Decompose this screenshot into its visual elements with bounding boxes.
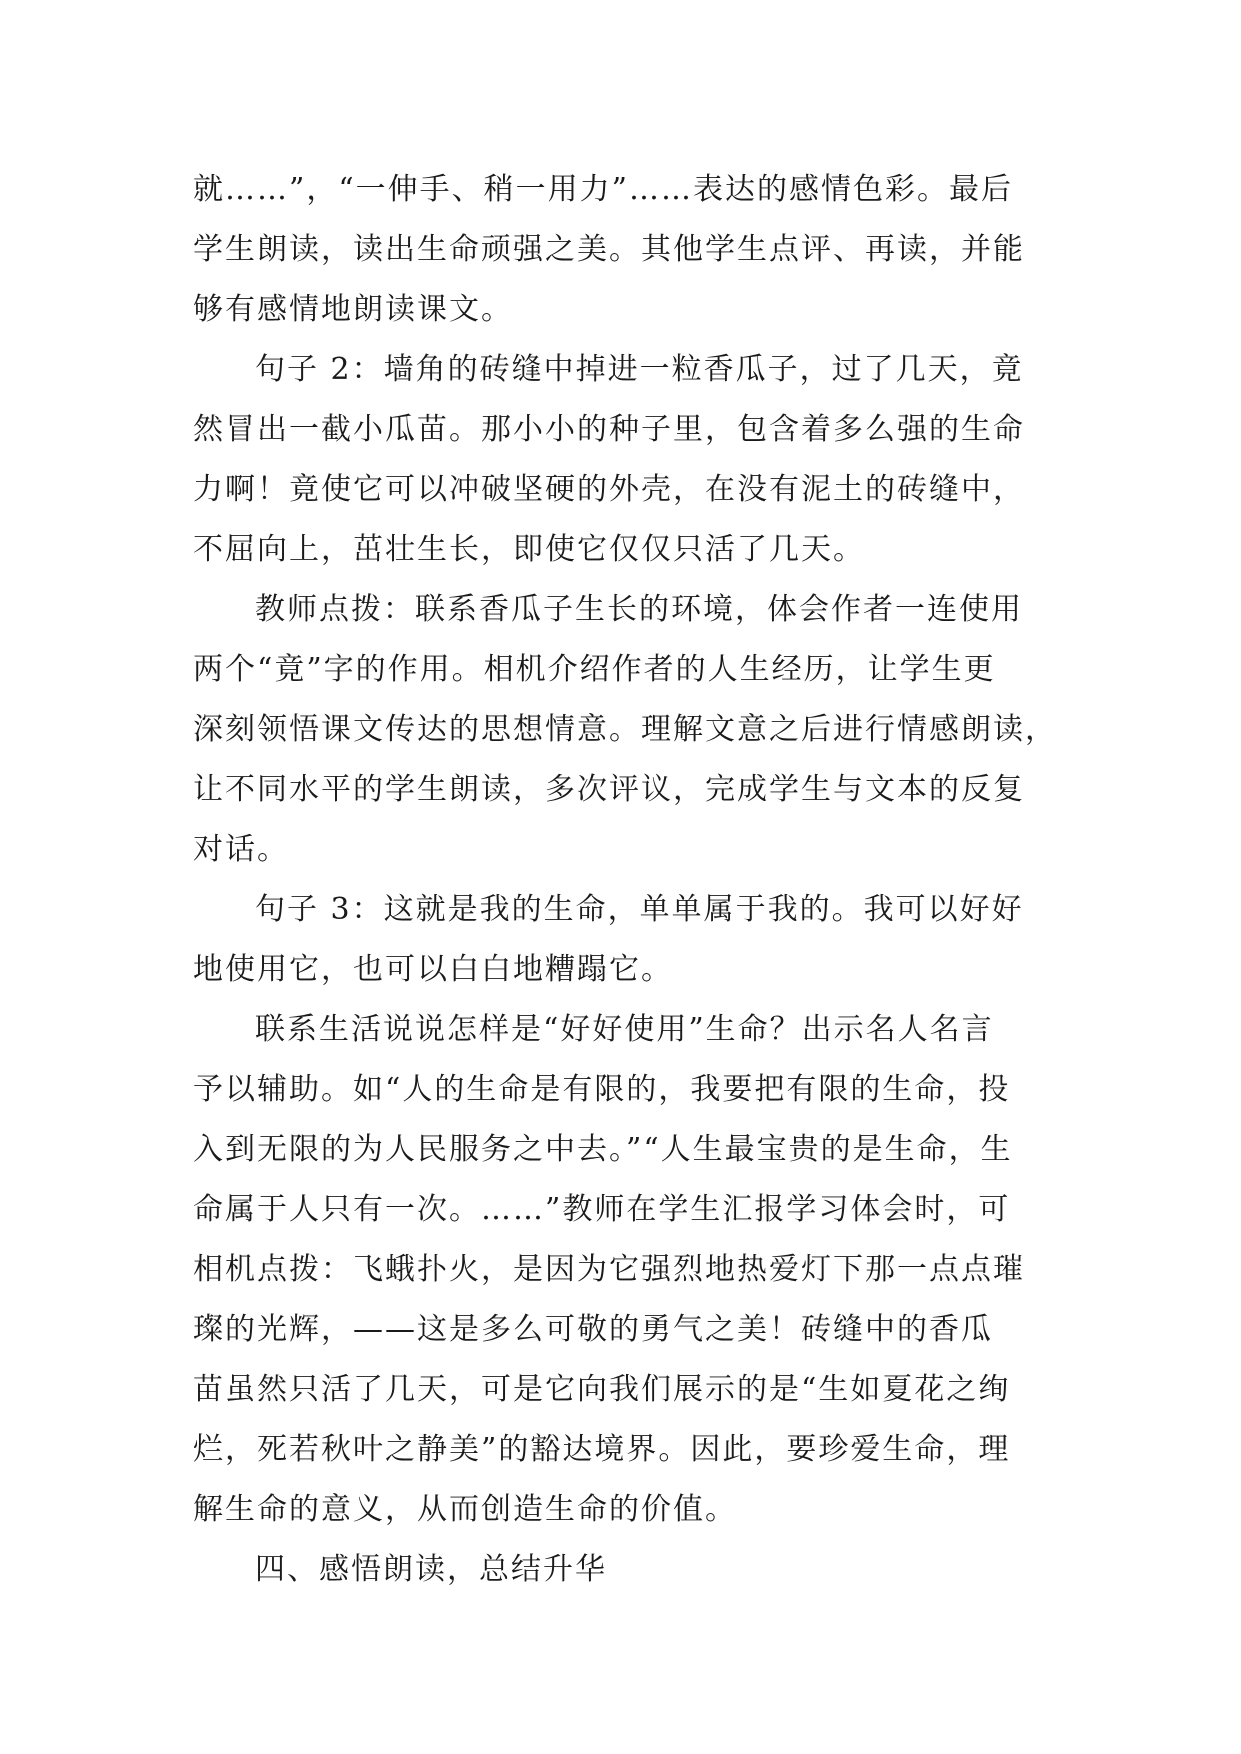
- text-line: 苗虽然只活了几天，可是它向我们展示的是“生如夏花之绚: [193, 1372, 1011, 1407]
- text-line: 句子 2：墙角的砖缝中掉进一粒香瓜子，过了几天，竟: [255, 352, 1024, 387]
- text-line: 烂，死若秋叶之静美”的豁达境界。因此，要珍爱生命，理: [193, 1432, 1011, 1467]
- text-line: 就……”，“一伸手、稍一用力”……表达的感情色彩。最后: [193, 172, 1014, 207]
- text-line: 入到无限的为人民服务之中去。”“人生最宝贵的是生命，生: [193, 1132, 1013, 1167]
- text-line: 深刻领悟课文传达的思想情意。理解文意之后进行情感朗读，: [193, 712, 1057, 747]
- text-line: 句子 3：这就是我的生命，单单属于我的。我可以好好: [255, 892, 1024, 927]
- text-line: 璨的光辉，——这是多么可敬的勇气之美！砖缝中的香瓜: [193, 1312, 993, 1347]
- text-line: 让不同水平的学生朗读，多次评议，完成学生与文本的反复: [193, 772, 1025, 807]
- text-line: 力啊！竟使它可以冲破坚硬的外壳，在没有泥土的砖缝中，: [193, 472, 1025, 507]
- text-line: 学生朗读，读出生命顽强之美。其他学生点评、再读，并能: [193, 232, 1025, 267]
- text-line: 够有感情地朗读课文。: [193, 292, 513, 327]
- text-line: 命属于人只有一次。……”教师在学生汇报学习体会时，可: [193, 1192, 1011, 1227]
- document-body: [193, 160, 1057, 1600]
- text-line: 联系生活说说怎样是“好好使用”生命？出示名人名言: [255, 1012, 994, 1047]
- section-heading: 四、感悟朗读，总结升华: [255, 1552, 607, 1587]
- text-line: 解生命的意义，从而创造生命的价值。: [193, 1492, 737, 1527]
- text-line: 相机点拨：飞蛾扑火，是因为它强烈地热爱灯下那一点点璀: [193, 1252, 1025, 1287]
- text-line: 对话。: [193, 832, 289, 867]
- text-line: 教师点拨：联系香瓜子生长的环境，体会作者一连使用: [255, 592, 1023, 627]
- text-line: 不屈向上，茁壮生长，即使它仅仅只活了几天。: [193, 532, 865, 567]
- text-line: 予以辅助。如“人的生命是有限的，我要把有限的生命，投: [193, 1072, 1011, 1107]
- text-line: 两个“竟”字的作用。相机介绍作者的人生经历，让学生更: [193, 652, 996, 687]
- text-line: 地使用它，也可以白白地糟蹋它。: [193, 952, 673, 987]
- text-line: 然冒出一截小瓜苗。那小小的种子里，包含着多么强的生命: [193, 412, 1025, 447]
